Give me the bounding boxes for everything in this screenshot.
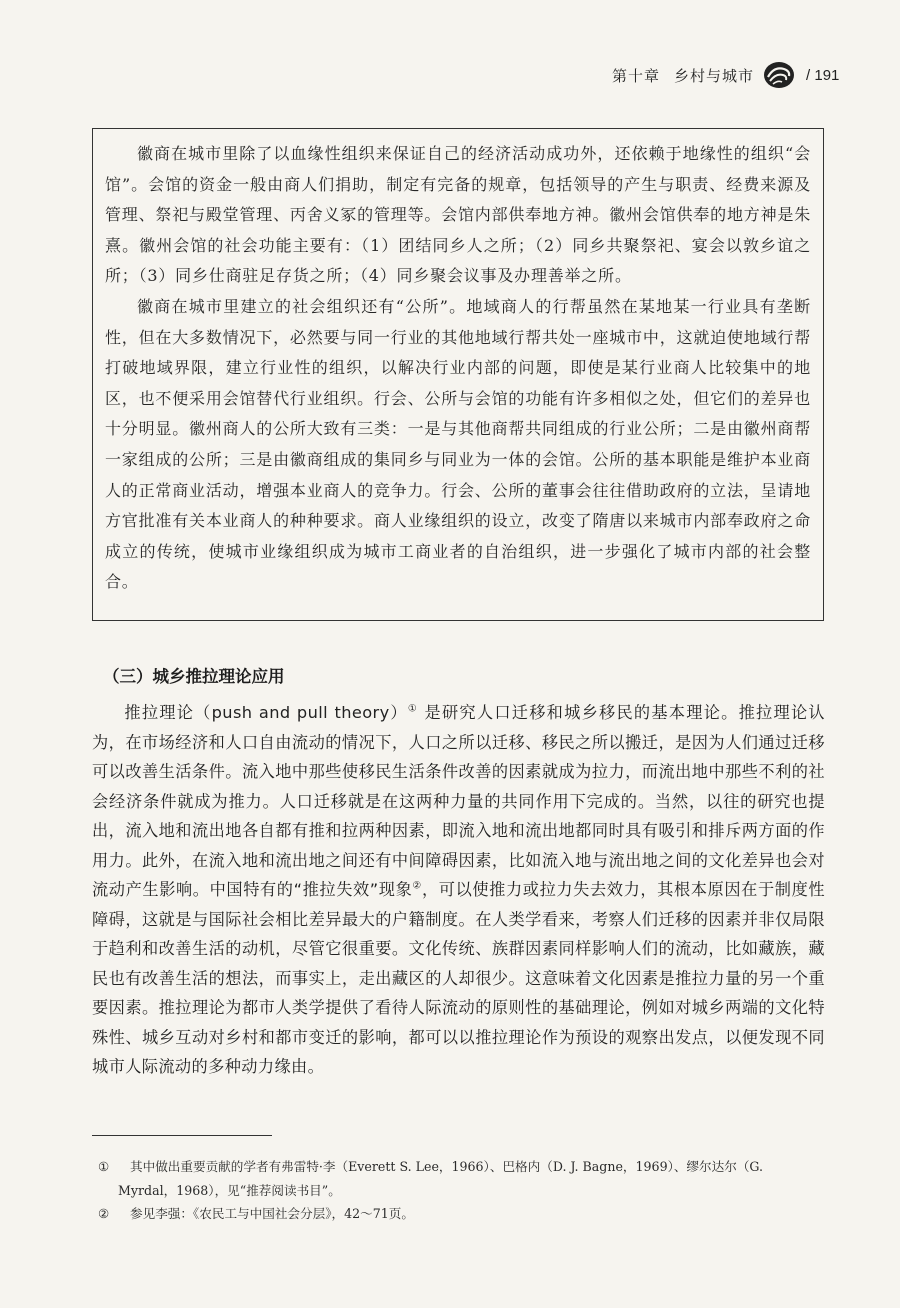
footnote-divider: [92, 1135, 272, 1136]
footnote-mark: ①: [98, 1159, 110, 1174]
body-paragraph: [92, 698, 825, 1082]
footnote-text: 参见李强：《农民工与中国社会分层》，42～71页。: [130, 1206, 414, 1221]
footnote: [92, 1155, 825, 1202]
box-paragraph: 徽商在城市里建立的社会组织还有“公所”。地域商人的行帮虽然在某地某一行业具有垄断性，但在大多数情况下，必然要与同一行业的其他地域行帮共处一座城市中，这就迫使地域行帮打破地域界限，建立行业性的组织，以解决行业内部的问题，即使是某行业商人比较集中的地区，也不便采用会馆替代行业组织。行会、公所与会馆的功能有许多相似之处，但它们的差异也十分明显。徽州商人的公所大致有三类：一是与其他商帮共同组成的行业公所；二是由徽州商帮一家组成的公所；三是由徽商组成的集同乡与同业为一体的会馆。公所的基本职能是维护本业商人的正常商业活动，增强本业商人的竞争力。行会、公所的董事会往往借助政府的立法，呈请地方官批准有关本业商人的种种要求。商人业缘组织的设立，改变了隋唐以来城市内部奉政府之命成立的传统，使城市业缘组织成为城市工商业者的自治组织，进一步强化了城市内部的社会整合。: [105, 296, 811, 592]
running-header: [612, 60, 839, 90]
body-text: [92, 698, 825, 1082]
box-paragraph: 徽商在城市里除了以血缘性组织来保证自己的经济活动成功外，还依赖于地缘性的组织“会馆”。会馆的资金一般由商人们捐助，制定有完备的规章，包括领导的产生与职责、经费来源及管理、祭祀与殿堂管理、丙舍义冢的管理等。会馆内部供奉地方神。徽州会馆供奉的地方神是朱熹。徽州会馆的社会功能主要有：（1）团结同乡人之所；（2）同乡共聚祭祀、宴会以敦乡谊之所；（3）同乡仕商驻足存货之所；（4）同乡聚会议事及办理善举之所。: [105, 144, 811, 286]
body-text-part: 是研究人口迁移和城乡移民的基本理论。推拉理论认为，在市场经济和人口自由流动的情况下，人口之所以迁移、移民之所以搬迁，是因为人们通过迁移可以改善生活条件。流入地中那些使移民生活条件改善的因素就成为拉力，而流出地中那些不利的社会经济条件就成为推力。人口迁移就是在这两种力量的共同作用下完成的。当然，以往的研究也提出，流入地和流出地各自都有推和拉两种因素，即流入地和流出地都同时具有吸引和排斥两方面的作用力。此外，在流入地和流出地之间还有中间障碍因素，比如流入地与流出地之间的文化差异也会对流动产生影响。中国特有的“推拉失效”现象: [92, 703, 825, 899]
footnote: [92, 1202, 825, 1226]
swirl-logo-icon: [762, 60, 796, 90]
footnote-ref: ①: [407, 703, 419, 715]
footnote-text: 其中做出重要贡献的学者有弗雷特·李（Everett S. Lee，1966）、巴格内（D. J. Bagne，1969）、缪尔达尔（G. Myrdal，1968），见“推荐阅读书目”。: [118, 1159, 764, 1198]
footnote-mark: ②: [98, 1206, 110, 1221]
footnotes: [92, 1155, 825, 1226]
sidebar-box: [92, 128, 824, 621]
chapter-number: 第十章: [612, 66, 661, 85]
page-number: / 191: [806, 66, 840, 84]
section-heading: （三）城乡推拉理论应用: [103, 667, 285, 686]
body-text-part: ，可以使推力或拉力失去效力，其根本原因在于制度性障碍，这就是与国际社会相比差异最大的户籍制度。在人类学看来，考察人们迁移的因素并非仅局限于趋利和改善生活的动机，尽管它很重要。文化传统、族群因素同样影响人们的流动，比如藏族，藏民也有改善生活的想法，而事实上，走出藏区的人却很少。这意味着文化因素是推拉力量的另一个重要因素。推拉理论为都市人类学提供了看待人际流动的原则性的基础理论，例如对城乡两端的文化特殊性、城乡互动对乡村和都市变迁的影响，都可以以推拉理论作为预设的观察出发点，以便发现不同城市人际流动的多种动力缘由。: [92, 880, 825, 1076]
body-text-part: 推拉理论（push and pull theory）: [124, 703, 408, 722]
chapter-title: 乡村与城市: [674, 66, 755, 85]
footnote-ref: ②: [412, 880, 422, 892]
